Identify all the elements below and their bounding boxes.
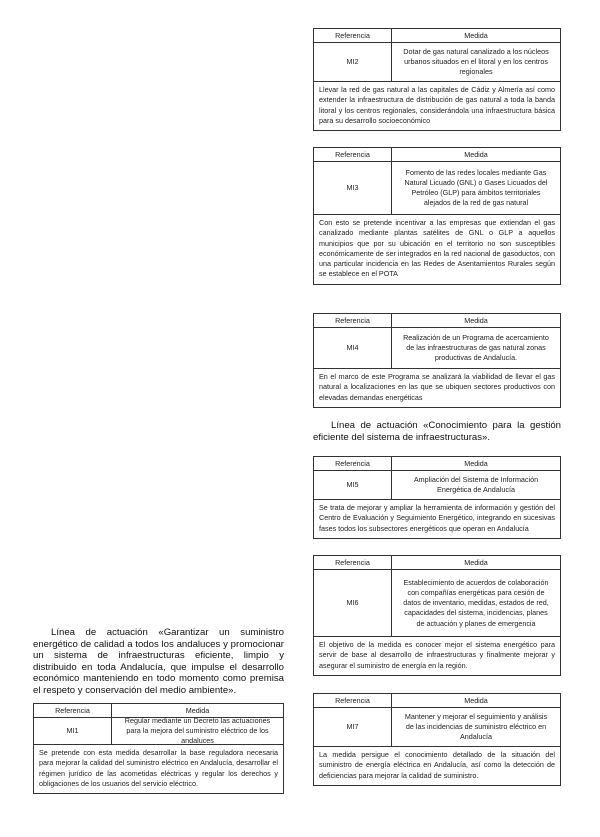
table-row (314, 328, 560, 369)
heading-text: Línea de actuación «Garantizar un suministro energético de calidad a todos los andaluces y promocionar un sistema de infraestructuras eficiente, limpio y distribuido en toda Andalucía, que impulse el desarrollo económico manteniendo en todo momento como premisa el respeto y conservación del medio ambiente». (33, 627, 284, 696)
description-cell: Llevar la red de gas natural a las capitales de Cádiz y Almería así como extender la infraestructura de distribución de gas natural a toda la banda litoral y los centros regionales, considerándola una infraestructura básica para su desarrollo socioeconómico (319, 85, 555, 125)
medida-cell: Regular mediante un Decreto las actuaciones para la mejora del suministro eléctrico de los andaluces (124, 715, 271, 746)
ref-cell: MI6 (314, 570, 392, 636)
section-heading-conocimiento (313, 420, 561, 443)
header-referencia: Referencia (34, 704, 112, 717)
header-referencia: Referencia (314, 694, 392, 707)
description-cell: Se pretende con esta medida desarrollar la base reguladora necesaria para mejorar la calidad del suministro eléctrico en Andalucía, desarrollar el régimen jurídico de las acometidas eléctricas y regular los derechos y obligaciones de los usuarios del servicio eléctrico. (39, 748, 278, 788)
table-mi6 (313, 555, 561, 676)
description-cell: La medida persigue el conocimiento detallado de la situación del suministro de energía eléctrica en Andalucía, así como la detección de deficiencias para mejorar la calidad de suministro. (319, 750, 555, 780)
header-medida: Medida (464, 150, 488, 159)
header-medida: Medida (464, 558, 488, 567)
table-header (314, 29, 560, 43)
table-row (34, 715, 283, 746)
header-referencia: Referencia (314, 556, 392, 569)
header-medida: Medida (464, 696, 488, 705)
medida-cell: Establecimiento de acuerdos de colaboración con compañías energéticas para cesión de datos de inventario, medidas, estados de red, capacidades del sistema, incidencias, planes de actuación y planes de emergencia (403, 577, 549, 628)
header-medida: Medida (464, 31, 488, 40)
description-cell: En el marco de este Programa se analizará la viabilidad de llevar el gas natural a localizaciones en las que se ubiquen sectores productivos con elevadas demandas energéticas (319, 372, 555, 402)
table-row (314, 162, 560, 215)
header-medida: Medida (185, 706, 210, 715)
header-medida: Medida (464, 316, 488, 325)
header-referencia: Referencia (314, 457, 392, 470)
table-mi7 (313, 693, 561, 786)
table-header (314, 314, 560, 328)
ref-cell: MI3 (314, 162, 392, 214)
table-row (314, 708, 560, 747)
header-referencia: Referencia (314, 148, 392, 161)
medida-cell: Fomento de las redes locales mediante Gas Natural Licuado (GNL) o Gases Licuados del Petróleo (GLP) para ámbitos territoriales alejados de la red de gas natural (404, 167, 548, 208)
ref-cell: MI2 (314, 43, 392, 81)
table-mi4 (313, 313, 561, 408)
heading-text: Línea de actuación «Conocimiento para la gestión eficiente del sistema de infraestructuras». (313, 420, 561, 443)
medida-cell: Realización de un Programa de acercamiento de las infraestructuras de gas natural zonas productivas de Andalucía. (403, 332, 549, 363)
medida-cell: Ampliación del Sistema de Información Energética de Andalucía (413, 475, 539, 495)
header-referencia: Referencia (314, 29, 392, 42)
table-header (314, 457, 560, 471)
table-row (314, 471, 560, 500)
table-row (314, 570, 560, 637)
ref-cell: MI1 (34, 718, 112, 744)
ref-cell: MI5 (314, 471, 392, 499)
ref-cell: MI4 (314, 328, 392, 368)
section-heading-garantizar (33, 627, 284, 696)
table-mi5 (313, 456, 561, 539)
description-cell: Con esto se pretende incentivar a las empresas que extiendan el gas canalizado mediante plantas satélites de GNL o GLP a aquellos municipios que por su ubicación en el territorio no son susceptibles económicamente de ser integrados en la red nacional de gasoductos, con una particular incidencia en las Redes de Asentamientos Rurales según se establece en el POTA (319, 218, 555, 279)
ref-cell: MI7 (314, 708, 392, 746)
table-header (314, 148, 560, 162)
medida-cell: Mantener y mejorar el seguimiento y análisis de las incidencias de suministro eléctrico en Andalucía (404, 711, 548, 742)
description-cell: Se trata de mejorar y ampliar la herramienta de información y gestión del Centro de Evaluación y Seguimiento Energético, integrando en sucesivas fases todos los subsectores energéticos que operan en Andalucía (319, 503, 555, 533)
table-mi2 (313, 28, 561, 131)
description-cell: El objetivo de la medida es conocer mejor el sistema energético para servir de base al desarrollo de infraestructuras y finalmente mejorar y asegurar el suministro de energía en la región. (319, 640, 555, 670)
table-header (314, 556, 560, 570)
header-referencia: Referencia (314, 314, 392, 327)
table-mi3 (313, 147, 561, 285)
table-mi1 (33, 703, 284, 794)
header-medida: Medida (464, 459, 488, 468)
medida-cell: Dotar de gas natural canalizado a los núcleos urbanos situados en el litoral y en los centros regionales (403, 46, 549, 77)
table-header (314, 694, 560, 708)
table-row (314, 43, 560, 82)
